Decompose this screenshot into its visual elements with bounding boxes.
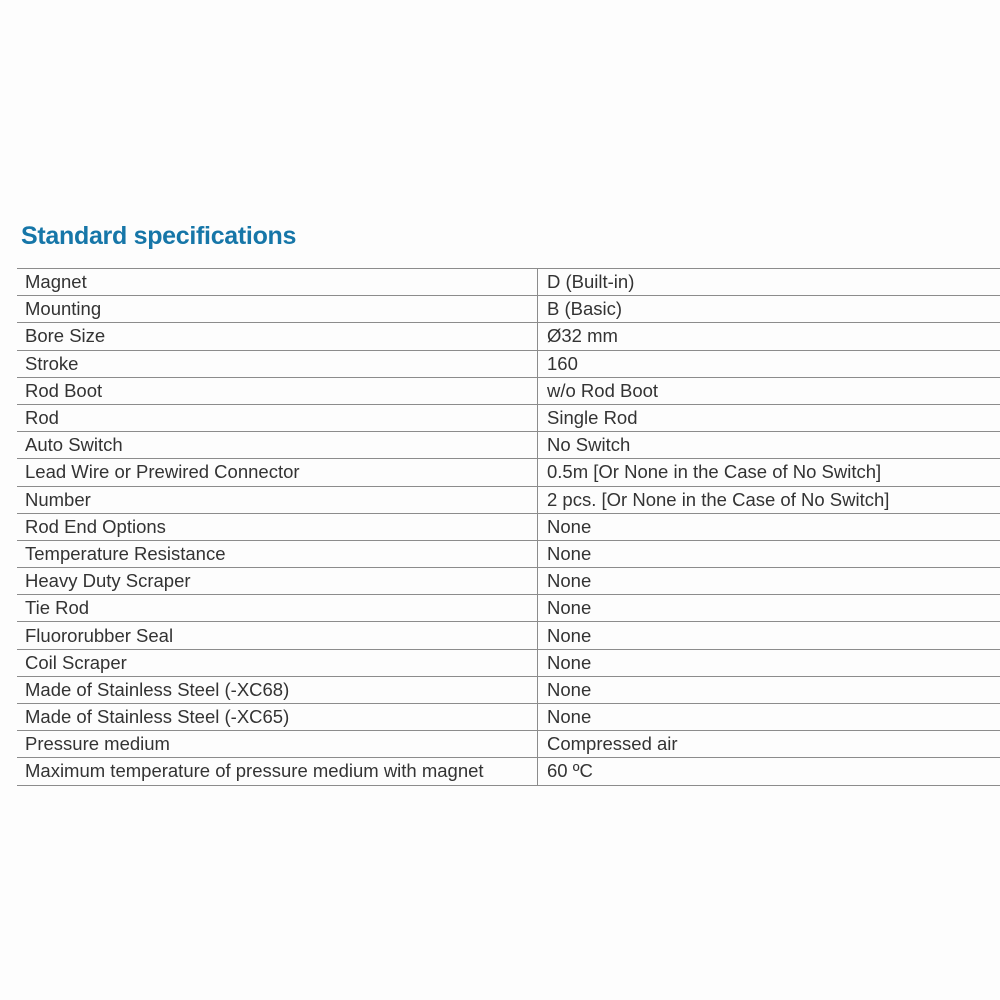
table-row	[17, 269, 1000, 296]
spec-value: Ø32 mm	[538, 323, 1000, 350]
spec-label: Pressure medium	[17, 731, 538, 758]
spec-value: Compressed air	[538, 731, 1000, 758]
spec-label: Bore Size	[17, 323, 538, 350]
spec-label: Stroke	[17, 350, 538, 377]
table-row	[17, 377, 1000, 404]
spec-value: No Switch	[538, 432, 1000, 459]
spec-value: 2 pcs. [Or None in the Case of No Switch]	[538, 486, 1000, 513]
table-row	[17, 459, 1000, 486]
spec-value: w/o Rod Boot	[538, 377, 1000, 404]
table-row	[17, 676, 1000, 703]
table-row	[17, 404, 1000, 431]
spec-label: Maximum temperature of pressure medium with magnet	[17, 758, 538, 785]
table-row	[17, 323, 1000, 350]
table-row	[17, 296, 1000, 323]
spec-value: 60 ºC	[538, 758, 1000, 785]
spec-value: Single Rod	[538, 404, 1000, 431]
spec-value: 0.5m [Or None in the Case of No Switch]	[538, 459, 1000, 486]
spec-value: None	[538, 649, 1000, 676]
table-row	[17, 622, 1000, 649]
table-row	[17, 568, 1000, 595]
spec-value: D (Built-in)	[538, 269, 1000, 296]
spec-label: Coil Scraper	[17, 649, 538, 676]
page-title: Standard specifications	[21, 222, 297, 250]
specifications-table	[17, 268, 1000, 786]
spec-label: Auto Switch	[17, 432, 538, 459]
spec-label: Mounting	[17, 296, 538, 323]
table-row	[17, 486, 1000, 513]
table-row	[17, 350, 1000, 377]
table-row	[17, 595, 1000, 622]
table-row	[17, 432, 1000, 459]
spec-label: Heavy Duty Scraper	[17, 568, 538, 595]
table-row	[17, 540, 1000, 567]
spec-value: B (Basic)	[538, 296, 1000, 323]
table-row	[17, 649, 1000, 676]
spec-label: Rod End Options	[17, 513, 538, 540]
spec-label: Fluororubber Seal	[17, 622, 538, 649]
spec-value: None	[538, 676, 1000, 703]
spec-value: None	[538, 595, 1000, 622]
spec-label: Made of Stainless Steel (-XC65)	[17, 704, 538, 731]
spec-label: Temperature Resistance	[17, 540, 538, 567]
spec-label: Rod	[17, 404, 538, 431]
spec-value: None	[538, 568, 1000, 595]
spec-value: None	[538, 704, 1000, 731]
table-row	[17, 731, 1000, 758]
specifications-table-body	[17, 269, 1000, 786]
spec-label: Lead Wire or Prewired Connector	[17, 459, 538, 486]
spec-value: None	[538, 540, 1000, 567]
table-row	[17, 758, 1000, 785]
table-row	[17, 704, 1000, 731]
spec-label: Tie Rod	[17, 595, 538, 622]
spec-label: Magnet	[17, 269, 538, 296]
spec-label: Rod Boot	[17, 377, 538, 404]
spec-label: Made of Stainless Steel (-XC68)	[17, 676, 538, 703]
spec-value: None	[538, 513, 1000, 540]
spec-value: 160	[538, 350, 1000, 377]
spec-label: Number	[17, 486, 538, 513]
table-row	[17, 513, 1000, 540]
spec-value: None	[538, 622, 1000, 649]
